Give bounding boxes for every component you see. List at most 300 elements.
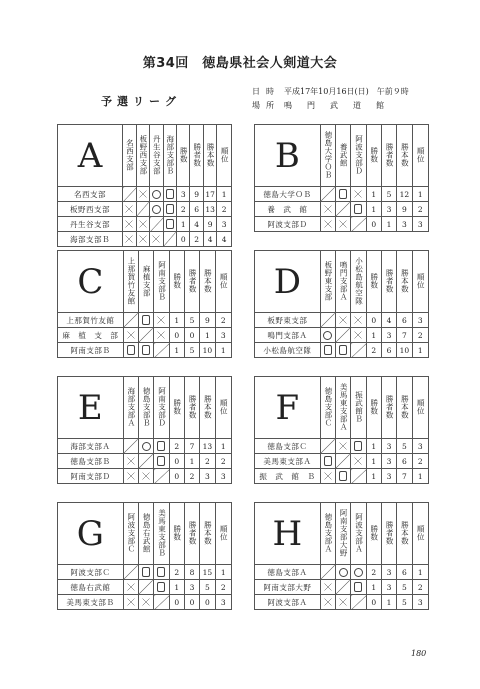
result-mark-icon	[142, 598, 150, 606]
stat-column-header: 勝数	[172, 524, 182, 541]
stat-value: 1	[169, 580, 184, 595]
result-mark-icon	[324, 598, 332, 606]
stat-column-header: 勝数	[172, 272, 182, 289]
result-mark-icon	[339, 442, 347, 450]
team-name: 海部支部Ａ	[58, 439, 124, 454]
stat-column-header: 勝本数	[400, 520, 410, 545]
result-mark-icon	[152, 235, 160, 243]
stat-value: 1	[412, 187, 428, 202]
stat-value: 6	[397, 454, 412, 469]
result-mark-icon	[166, 219, 174, 229]
match-result-cell	[163, 217, 176, 232]
team-name: 徳島支部Ａ	[255, 565, 321, 580]
match-result-cell	[154, 313, 169, 328]
stat-value: 3	[215, 469, 231, 484]
result-mark-icon	[166, 204, 174, 214]
stat-value: 0	[184, 328, 199, 343]
match-result-cell	[138, 580, 153, 595]
match-result-cell	[154, 565, 169, 580]
result-mark-icon	[127, 345, 135, 355]
table-row	[58, 328, 232, 343]
stat-value: 1	[169, 313, 184, 328]
stat-column-header: 勝者数	[188, 268, 198, 293]
stat-value: 13	[203, 202, 216, 217]
stat-value: 4	[217, 232, 232, 247]
team-name: 徳島支部Ｂ	[58, 454, 124, 469]
stat-value: 5	[184, 313, 199, 328]
match-result-cell	[320, 454, 335, 469]
stat-column-header: 順位	[416, 398, 426, 415]
match-result-cell	[123, 328, 138, 343]
pool-letter: G	[58, 503, 124, 565]
stat-value: 0	[169, 469, 184, 484]
stat-value: 2	[176, 202, 189, 217]
stat-value: 1	[176, 217, 189, 232]
stat-value: 2	[184, 469, 199, 484]
match-result-cell	[320, 565, 335, 580]
stat-value: 6	[381, 343, 396, 358]
match-result-cell	[154, 439, 169, 454]
stat-value: 1	[381, 217, 396, 232]
result-mark-icon	[354, 204, 362, 214]
team-column-header: 名西支部	[125, 138, 135, 171]
table-row	[255, 187, 429, 202]
match-result-cell	[351, 202, 366, 217]
match-result-cell	[351, 454, 366, 469]
result-mark-icon	[152, 205, 161, 214]
stat-column-header: 勝数	[369, 146, 379, 163]
match-result-cell	[335, 595, 350, 610]
team-column-header: 麻植支部	[142, 264, 152, 297]
table-row	[58, 469, 232, 484]
match-result-cell	[154, 595, 169, 610]
team-name: 名西支部	[58, 187, 123, 202]
date-line	[252, 86, 409, 97]
pool-letter: H	[255, 503, 321, 565]
stat-value: 10	[200, 343, 215, 358]
result-mark-icon	[142, 345, 150, 355]
match-result-cell	[335, 439, 350, 454]
stat-value: 3	[381, 202, 396, 217]
date-label: 日時	[252, 87, 280, 96]
stat-value: 5	[381, 187, 396, 202]
match-result-cell	[136, 187, 149, 202]
result-mark-icon	[324, 205, 332, 213]
stat-value: 15	[200, 565, 215, 580]
result-mark-icon	[139, 235, 147, 243]
table-row	[58, 187, 232, 202]
team-column-header: 阿南支部大野	[339, 508, 349, 557]
stat-column-header: 勝者数	[385, 394, 395, 419]
team-name: 徳島右武館	[58, 580, 124, 595]
result-mark-icon	[339, 220, 347, 228]
stat-value: 0	[169, 595, 184, 610]
team-column-header: 鳴門支部Ａ	[339, 260, 349, 301]
stat-value: 3	[215, 328, 231, 343]
match-result-cell	[163, 202, 176, 217]
result-mark-icon	[324, 220, 332, 228]
pool-letter: F	[255, 377, 321, 439]
match-result-cell	[123, 343, 138, 358]
stat-value: 0	[169, 454, 184, 469]
stat-value: 3	[200, 469, 215, 484]
stat-column-header: 勝者数	[192, 142, 202, 167]
stat-value: 5	[184, 343, 199, 358]
match-result-cell	[123, 454, 138, 469]
stat-value: 2	[169, 565, 184, 580]
result-mark-icon	[324, 472, 332, 480]
stat-value: 1	[366, 187, 381, 202]
pool-table-e	[57, 376, 232, 484]
table-row	[255, 328, 429, 343]
result-mark-icon	[354, 316, 362, 324]
team-column-header: 丹生谷支部	[152, 134, 162, 175]
table-row	[58, 439, 232, 454]
match-result-cell	[150, 217, 163, 232]
stat-column-header: 順位	[416, 146, 426, 163]
team-name: 板野東支部	[255, 313, 321, 328]
pool-table-d	[254, 250, 429, 358]
stat-value: 10	[397, 343, 412, 358]
table-row	[58, 343, 232, 358]
result-mark-icon	[127, 583, 135, 591]
match-result-cell	[351, 328, 366, 343]
match-result-cell	[136, 232, 149, 247]
place-label: 場所	[252, 101, 280, 110]
stat-column-header: 勝数	[369, 272, 379, 289]
match-result-cell	[351, 313, 366, 328]
stat-column-header: 順位	[219, 272, 229, 289]
pool-letter: B	[255, 125, 321, 187]
table-row	[255, 217, 429, 232]
pool-table-f	[254, 376, 429, 484]
team-column-header: 阿南支部Ｂ	[157, 260, 167, 301]
team-column-header: 阿南支部Ｄ	[157, 386, 167, 427]
stat-value: 0	[176, 232, 189, 247]
match-result-cell	[320, 217, 335, 232]
stat-column-header: 順位	[219, 524, 229, 541]
match-result-cell	[320, 187, 335, 202]
match-result-cell	[335, 187, 350, 202]
team-column-header: 上那賀竹友館	[126, 256, 136, 305]
team-column-header: 阿波支部Ａ	[354, 512, 364, 553]
table-row	[255, 313, 429, 328]
stat-value: 0	[366, 217, 381, 232]
team-name: 養 武 館	[255, 202, 321, 217]
table-row	[255, 454, 429, 469]
team-name: 丹生谷支部	[58, 217, 123, 232]
table-row	[58, 232, 232, 247]
team-column-header: 振武館Ｂ	[354, 390, 364, 423]
match-result-cell	[351, 469, 366, 484]
stat-value: 9	[397, 202, 412, 217]
match-result-cell	[138, 565, 153, 580]
match-result-cell	[154, 469, 169, 484]
match-result-cell	[163, 232, 176, 247]
stat-value: 1	[412, 469, 428, 484]
stat-value: 1	[184, 454, 199, 469]
result-mark-icon	[354, 331, 362, 339]
place-value: 鳴門武道館	[284, 101, 399, 110]
team-name: 徳島大学ＯＢ	[255, 187, 321, 202]
stat-value: 6	[397, 313, 412, 328]
team-column-header: 阿波支部Ｃ	[126, 512, 136, 553]
pool-letter: E	[58, 377, 124, 439]
team-column-header: 阿波支部Ｄ	[354, 134, 364, 175]
table-row	[255, 580, 429, 595]
match-result-cell	[335, 469, 350, 484]
stat-value: 9	[203, 217, 216, 232]
team-column-header: 徳島大学ＯＢ	[323, 130, 333, 179]
stat-value: 7	[397, 469, 412, 484]
stat-value: 3	[215, 595, 231, 610]
match-result-cell	[320, 595, 335, 610]
stat-value: 0	[366, 595, 381, 610]
table-row	[58, 565, 232, 580]
stat-value: 1	[217, 187, 232, 202]
table-row	[58, 580, 232, 595]
stat-value: 3	[217, 217, 232, 232]
team-name: 海部支部Ｂ	[58, 232, 123, 247]
stat-value: 2	[412, 328, 428, 343]
team-name: 板野西支部	[58, 202, 123, 217]
date-value: 平成17年10月16日(日) 午前９時	[284, 87, 409, 96]
stat-value: 3	[412, 595, 428, 610]
match-result-cell	[351, 565, 366, 580]
match-result-cell	[163, 187, 176, 202]
match-result-cell	[320, 202, 335, 217]
stat-value: 5	[397, 580, 412, 595]
page-number: 180	[411, 649, 427, 658]
result-mark-icon	[142, 472, 150, 480]
stat-value: 7	[397, 328, 412, 343]
team-column-header: 板野西支部	[138, 134, 148, 175]
stat-value: 1	[366, 328, 381, 343]
team-column-header: 養武館	[339, 142, 349, 167]
stat-value: 6	[397, 565, 412, 580]
stat-column-header: 勝者数	[385, 268, 395, 293]
result-mark-icon	[354, 457, 362, 465]
result-mark-icon	[127, 457, 135, 465]
stat-value: 8	[184, 565, 199, 580]
result-mark-icon	[323, 331, 332, 340]
match-result-cell	[138, 439, 153, 454]
stat-value: 5	[397, 439, 412, 454]
team-column-header: 徳島支部Ｃ	[323, 386, 333, 427]
team-name: 鳴門支部Ａ	[255, 328, 321, 343]
match-result-cell	[150, 232, 163, 247]
result-mark-icon	[142, 567, 150, 577]
stat-value: 2	[169, 439, 184, 454]
stat-column-header: 順位	[416, 524, 426, 541]
stat-value: 2	[190, 232, 203, 247]
team-name: 阿南支部大野	[255, 580, 321, 595]
match-result-cell	[123, 217, 136, 232]
stat-value: 1	[200, 328, 215, 343]
team-name: 阿波支部Ａ	[255, 595, 321, 610]
team-column-header: 徳島右武館	[142, 512, 152, 553]
match-result-cell	[138, 469, 153, 484]
stat-value: 9	[200, 313, 215, 328]
match-result-cell	[123, 595, 138, 610]
table-row	[58, 217, 232, 232]
pool-letter: C	[58, 251, 124, 313]
match-result-cell	[138, 595, 153, 610]
match-result-cell	[320, 313, 335, 328]
result-mark-icon	[339, 471, 347, 481]
match-result-cell	[154, 343, 169, 358]
team-name: 美馬東支部Ｂ	[58, 595, 124, 610]
stat-value: 1	[366, 439, 381, 454]
stat-value: 1	[215, 565, 231, 580]
stat-value: 3	[381, 469, 396, 484]
stat-value: 3	[184, 580, 199, 595]
match-result-cell	[154, 454, 169, 469]
stat-value: 1	[412, 565, 428, 580]
stat-value: 2	[200, 454, 215, 469]
stat-value: 2	[366, 565, 381, 580]
stat-value: 5	[397, 595, 412, 610]
table-row	[58, 313, 232, 328]
match-result-cell	[138, 343, 153, 358]
team-name: 美馬東支部Ａ	[255, 454, 321, 469]
stat-column-header: 勝本数	[400, 394, 410, 419]
stat-value: 2	[215, 454, 231, 469]
stat-column-header: 勝数	[369, 398, 379, 415]
stat-value: 0	[200, 595, 215, 610]
team-column-header: 小松島航空隊	[354, 256, 364, 305]
pool-table-h	[254, 502, 429, 610]
match-result-cell	[123, 439, 138, 454]
stat-column-header: 勝本数	[400, 142, 410, 167]
stat-value: 3	[381, 565, 396, 580]
result-mark-icon	[324, 456, 332, 466]
result-mark-icon	[324, 345, 332, 355]
team-name: 阿南支部Ｂ	[58, 343, 124, 358]
team-column-header: 板野東支部	[323, 260, 333, 301]
match-result-cell	[335, 454, 350, 469]
match-result-cell	[150, 187, 163, 202]
table-row	[255, 202, 429, 217]
match-result-cell	[320, 343, 335, 358]
stat-value: 4	[381, 313, 396, 328]
result-mark-icon	[354, 568, 363, 577]
stat-value: 2	[215, 580, 231, 595]
team-column-header: 美馬東支部Ｂ	[157, 508, 167, 557]
stat-column-header: 順位	[416, 272, 426, 289]
stat-column-header: 勝数	[179, 146, 189, 163]
team-name: 上那賀竹友館	[58, 313, 124, 328]
stat-value: 7	[184, 439, 199, 454]
stat-value: 2	[217, 202, 232, 217]
match-result-cell	[335, 313, 350, 328]
match-result-cell	[351, 439, 366, 454]
stat-column-header: 勝者数	[385, 142, 395, 167]
table-row	[58, 454, 232, 469]
stat-value: 17	[203, 187, 216, 202]
result-mark-icon	[339, 189, 347, 199]
team-name: 阿南支部Ｄ	[58, 469, 124, 484]
result-mark-icon	[157, 331, 165, 339]
stat-value: 6	[190, 202, 203, 217]
stat-value: 2	[366, 343, 381, 358]
team-column-header: 徳島支部Ｂ	[142, 386, 152, 427]
stat-value: 2	[215, 313, 231, 328]
team-column-header: 海部支部Ａ	[126, 386, 136, 427]
result-mark-icon	[139, 190, 147, 198]
match-result-cell	[138, 454, 153, 469]
result-mark-icon	[354, 582, 362, 592]
team-name: 麻 植 支 部	[58, 328, 124, 343]
stat-value: 2	[412, 202, 428, 217]
table-row	[255, 439, 429, 454]
match-result-cell	[320, 469, 335, 484]
match-result-cell	[154, 328, 169, 343]
stat-column-header: 勝本数	[400, 268, 410, 293]
match-result-cell	[351, 343, 366, 358]
match-result-cell	[335, 565, 350, 580]
team-name: 阿波支部Ｄ	[255, 217, 321, 232]
match-result-cell	[123, 565, 138, 580]
match-result-cell	[335, 328, 350, 343]
result-mark-icon	[354, 190, 362, 198]
stat-value: 1	[366, 202, 381, 217]
match-result-cell	[138, 313, 153, 328]
match-result-cell	[154, 580, 169, 595]
match-result-cell	[335, 580, 350, 595]
match-result-cell	[123, 187, 136, 202]
stat-value: 0	[169, 328, 184, 343]
result-mark-icon	[142, 315, 150, 325]
match-result-cell	[320, 328, 335, 343]
table-row	[255, 565, 429, 580]
result-mark-icon	[354, 441, 362, 451]
team-name: 徳島支部Ｃ	[255, 439, 321, 454]
team-column-header: 美馬東支部Ａ	[339, 382, 349, 431]
result-mark-icon	[324, 583, 332, 591]
stat-value: 9	[190, 187, 203, 202]
pool-table-b	[254, 124, 429, 232]
table-row	[58, 595, 232, 610]
team-column-header: 徳島支部Ａ	[323, 512, 333, 553]
stat-value: 0	[366, 313, 381, 328]
stat-value: 1	[215, 439, 231, 454]
stat-column-header: 勝本数	[203, 394, 213, 419]
result-mark-icon	[339, 345, 347, 355]
match-result-cell	[123, 469, 138, 484]
stat-value: 0	[184, 595, 199, 610]
result-mark-icon	[125, 220, 133, 228]
result-mark-icon	[157, 582, 165, 592]
match-result-cell	[320, 580, 335, 595]
result-mark-icon	[152, 190, 161, 199]
stat-value: 1	[366, 469, 381, 484]
stat-column-header: 順位	[220, 146, 230, 163]
result-mark-icon	[127, 472, 135, 480]
stat-value: 1	[169, 343, 184, 358]
result-mark-icon	[339, 568, 348, 577]
team-name: 小松島航空隊	[255, 343, 321, 358]
stat-value: 1	[366, 454, 381, 469]
stat-column-header: 勝本数	[203, 268, 213, 293]
stat-value: 1	[215, 343, 231, 358]
stat-column-header: 順位	[219, 398, 229, 415]
result-mark-icon	[125, 205, 133, 213]
match-result-cell	[351, 580, 366, 595]
match-result-cell	[123, 313, 138, 328]
result-mark-icon	[157, 456, 165, 466]
page-title: 第34回 徳島県社会人剣道大会	[142, 56, 338, 71]
